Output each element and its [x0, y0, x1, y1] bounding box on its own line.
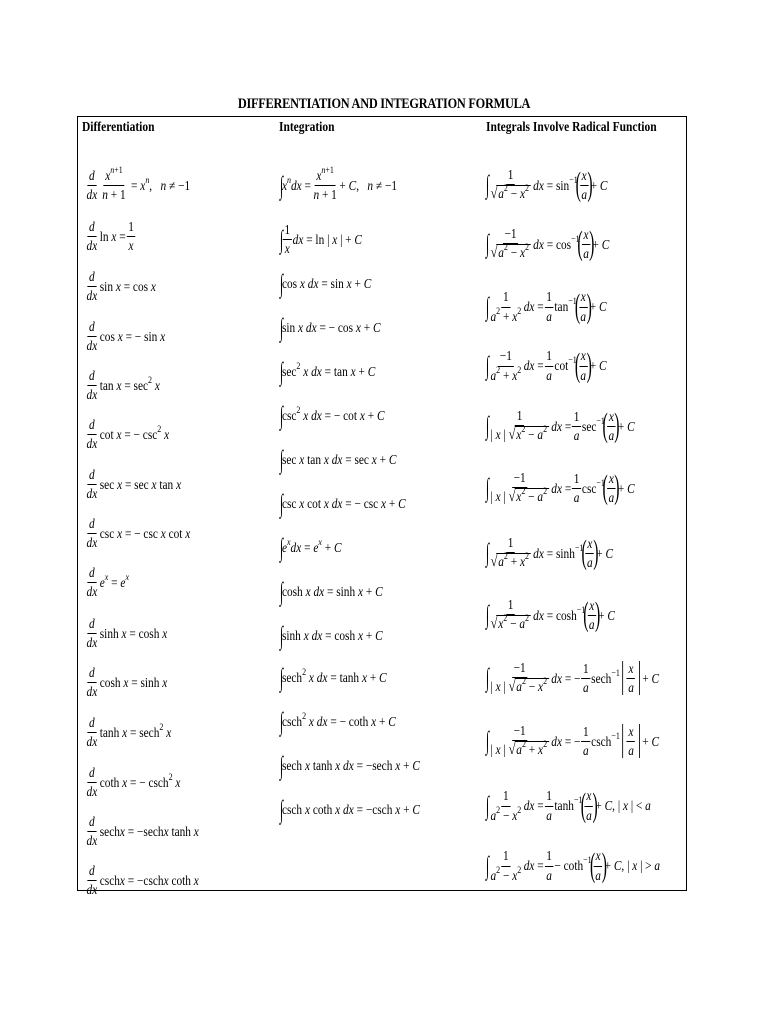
formula-int-sin: ∫ sin x dx = − cos x + C — [279, 313, 381, 342]
formula-int-cosh: ∫ cosh x dx = sinh x + C — [279, 577, 383, 606]
formula-rad-arcsinh: ∫ 1 $√a^2 + x^2$ dx = $\sinh^{-1}$ ( x a ) + C — [485, 534, 614, 572]
formula-rad-arcsech: ∫ −1 | x | $√a^2 - x^2$ dx = − $\frac{1}{a}$ sech$^{-1}$ x a + C — [485, 660, 660, 696]
formula-int-reciprocal: ∫ 1 x dx = ln | x | + C — [279, 222, 362, 257]
formula-int-exp: ∫ $e^xdx = e^x + C$ — [279, 533, 342, 562]
formula-int-sechtanh: ∫ sech x tanh x dx = −sech x + C — [279, 751, 420, 780]
formula-diff-csch: d dx cschx = −cschx coth x — [86, 863, 199, 898]
formula-int-sec2: ∫ $\sec^2 x$ dx = tan x + C — [279, 357, 376, 386]
formula-rad-arccot: ∫ −1 $a^2 + x^2$ dx = $\frac{1}{a}$ $\cot^{-1}$ ( x a ) + C — [485, 347, 607, 384]
formula-rad-arcsec: ∫ 1 | x | $√x^2 - a^2$ dx = $\frac{1}{a}$ $\sec^{-1}$ ( x a ) + C — [485, 407, 635, 445]
formula-rad-arctanh: ∫ 1 $a^2 - x^2$ dx = $\frac{1}{a}$ $\tanh^{-1}$ ( x a ) + C, | x | < a — [485, 787, 651, 824]
formula-int-csch2: ∫ csch$^2$ x dx = − coth x + C — [279, 707, 396, 736]
page-title: DIFFERENTIATION AND INTEGRATION FORMULA — [237, 96, 531, 112]
formula-diff-sech: d dx sechx = −sechx tanh x — [86, 814, 199, 849]
header-differentiation: Differentiation — [82, 120, 155, 135]
formula-diff-exp: d dx $e^x = e^x$ — [86, 565, 129, 600]
formula-diff-sec: d dx sec x = sec x tan x — [86, 467, 182, 502]
formula-rad-arccos: ∫ −1 $√a^2 - x^2$ dx = $\cos^{-1}$ ( x a ) + C — [485, 225, 610, 263]
formula-diff-ln: d dx ln x = $\frac{1}{x}$ — [86, 219, 134, 254]
formula-diff-tan: d dx $\tan x = \sec^2 x$ — [86, 368, 160, 403]
formula-diff-sin: d dx sin x = cos x — [86, 269, 156, 304]
formula-rad-arccsch: ∫ −1 | x | $√a^2 + x^2$ dx = − $\frac{1}{a}$ csch$^{-1}$ x a + C — [485, 723, 660, 759]
formula-int-sinh: ∫ sinh x dx = cosh x + C — [279, 621, 383, 650]
formula-int-power: ∫ $x^ndx$ = $\frac{x^{n+1}}{n + 1}$ + C, n ≠ −1 — [279, 166, 398, 203]
formula-diff-csc: d dx csc x = − csc x cot x — [86, 516, 191, 551]
formula-diff-cos: d dx cos x = − sin x — [86, 319, 166, 354]
formula-diff-tanh: d dx tanh x = sech$^2$ x — [86, 715, 172, 750]
header-integration: Integration — [279, 120, 335, 135]
formula-int-cschcoth: ∫ csch x coth x dx = −csch x + C — [279, 795, 420, 824]
formula-diff-power: d dx $\frac{x^{n+1}}{n + 1}$ = $x^n$, n ≠ −1 — [86, 166, 191, 203]
formula-rad-arctan: ∫ 1 $a^2 + x^2$ dx = $\frac{1}{a}$ $\tan^{-1}$ ( x a ) + C — [485, 288, 607, 325]
formula-rad-arccoth: ∫ 1 $a^2 - x^2$ dx = $\frac{1}{a}$ − coth$^{-1}$ ( x a ) + C, | x | > a — [485, 847, 661, 884]
formula-int-sech2: ∫ sech$^2$ x dx = tanh x + C — [279, 663, 387, 692]
formula-rad-arccsc: ∫ −1 | x | $√x^2 - a^2$ dx = $\frac{1}{a}$ $\csc^{-1}$ ( x a ) + C — [485, 469, 635, 507]
formula-int-sectan: ∫ sec x tan x dx = sec x + C — [279, 445, 397, 474]
formula-diff-cosh: d dx cosh x = sinh x — [86, 665, 168, 700]
formula-diff-cot: d dx cot x = − $\csc^2 x$ — [86, 417, 170, 452]
formula-rad-arccosh: ∫ 1 $√x^2 - a^2$ dx = $\cosh^{-1}$ ( x a ) + C — [485, 596, 615, 634]
formula-rad-arcsin: ∫ 1 $√a^2 - x^2$ dx = $\sin^{-1}$ ( x a ) + C — [485, 166, 608, 204]
formula-int-csc2: ∫ $\csc^2 x$ dx = − cot x + C — [279, 401, 385, 430]
formula-int-cos: ∫ cos x dx = sin x + C — [279, 269, 372, 298]
formula-diff-coth: d dx coth x = − csch$^2$ x — [86, 765, 181, 800]
formula-diff-sinh: d dx sinh x = cosh x — [86, 616, 168, 651]
header-radical: Integrals Involve Radical Function — [486, 120, 657, 135]
formula-int-csccot: ∫ csc x cot x dx = − csc x + C — [279, 489, 406, 518]
